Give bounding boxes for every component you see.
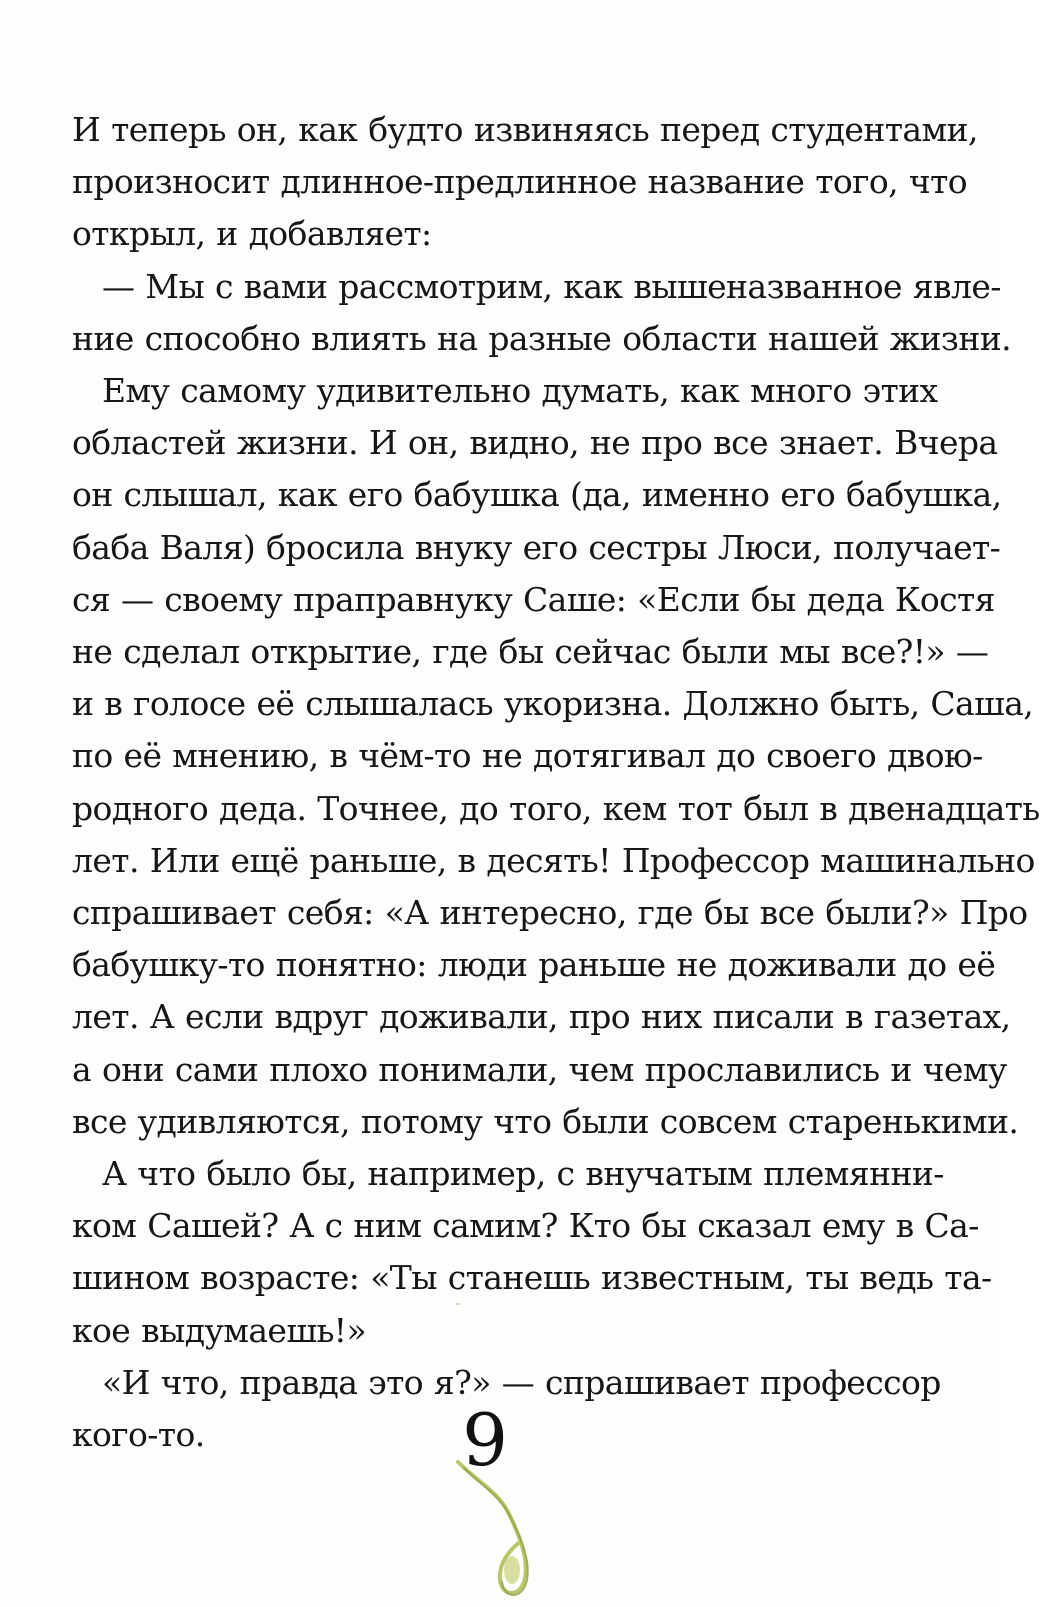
- text-line: ние способно влиять на разные области нашей жизни.: [72, 318, 1012, 358]
- text-line: открыл, и добавляет:: [72, 214, 432, 254]
- text-line: баба Валя) бросила внуку его сестры Люси, получает-: [72, 527, 1001, 567]
- paragraph-1: [72, 104, 978, 261]
- text-line: кого-то.: [72, 1415, 205, 1455]
- page-text: [72, 104, 1040, 1461]
- text-line: А что было бы, например, с внучатым племянни-: [102, 1154, 944, 1194]
- paragraph-2: [72, 261, 1012, 365]
- text-line: родного деда. Точнее, до того, кем тот был в двенадцать: [72, 788, 1040, 828]
- text-line: бабушку-то понятно: люди раньше не доживали до её: [72, 945, 996, 985]
- text-line: И теперь он, как будто извиняясь перед студентами,: [72, 110, 978, 149]
- text-line: лет. Или ещё раньше, в десять! Профессор машинально: [72, 840, 1035, 880]
- text-line: областей жизни. И он, видно, не про все знает. Вчера: [72, 423, 998, 463]
- text-line: он слышал, как его бабушка (да, именно его бабушка,: [72, 475, 1002, 515]
- page-number-ornament-icon: [438, 1452, 548, 1602]
- paragraph-3: [72, 365, 1040, 1148]
- text-line: а они сами плохо понимали, чем прославились и чему: [72, 1049, 1007, 1089]
- text-line: лет. А если вдруг доживали, про них писали в газетах,: [72, 997, 1011, 1037]
- text-line: «И что, правда это я?» — спрашивает профессор: [102, 1362, 941, 1402]
- text-line: — Мы с вами рассмотрим, как вышеназванное явле-: [102, 266, 1001, 306]
- text-line: не сделал открытие, где бы сейчас были мы все?!» —: [72, 632, 989, 672]
- paragraph-4: [72, 1148, 992, 1357]
- text-line: произносит длинное-предлинное название того, что: [72, 162, 968, 202]
- text-line: все удивляются, потому что были совсем старенькими.: [72, 1101, 1019, 1141]
- text-line: ком Сашей? А с ним самим? Кто бы сказал ему в Са-: [72, 1206, 979, 1246]
- text-line: по её мнению, в чём-то не дотягивал до своего двою-: [72, 736, 983, 776]
- text-line: Ему самому удивительно думать, как много этих: [102, 371, 938, 411]
- page-number: 9: [462, 1398, 508, 1482]
- text-line: и в голосе её слышалась укоризна. Должно быть, Саша,: [72, 684, 1034, 724]
- text-line: шином возрасте: «Ты станешь известным, ты ведь та-: [72, 1258, 992, 1298]
- text-line: спрашивает себя: «А интересно, где бы все были?» Про: [72, 893, 1028, 933]
- text-line: кое выдумаешь!»: [72, 1310, 367, 1350]
- text-line: ся — своему праправнуку Саше: «Если бы деда Костя: [72, 579, 995, 619]
- paper-speck: [456, 1303, 460, 1305]
